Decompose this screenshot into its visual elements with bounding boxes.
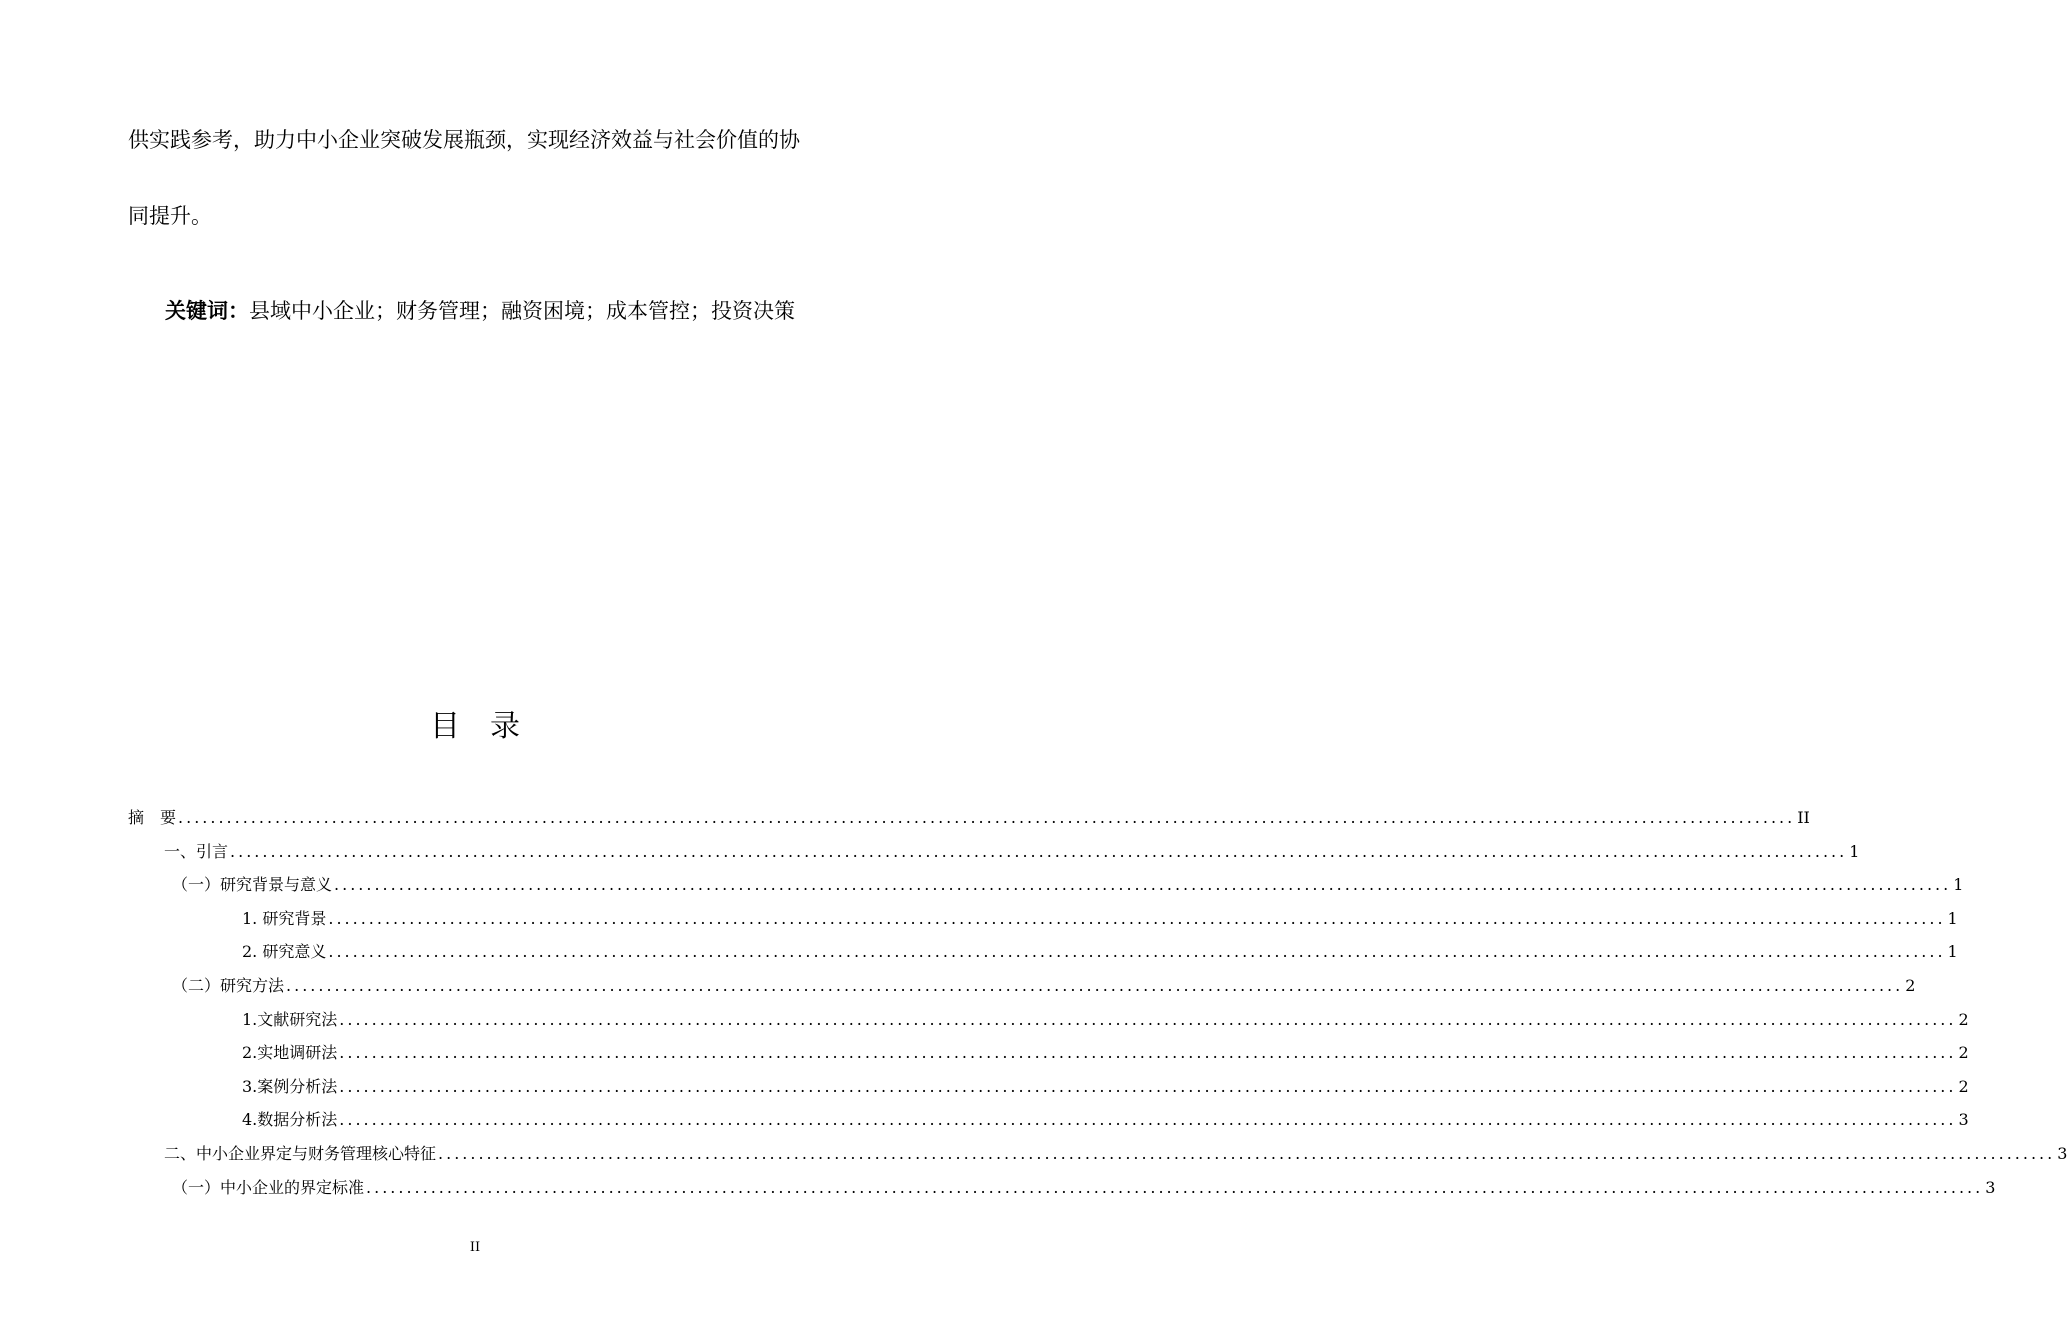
toc-leader-dots: ........................................................................................................................................................................................................: [339, 1076, 1957, 1096]
toc-entry-label: 一、引言: [164, 841, 229, 861]
toc-entry-label: 1. 研究背景: [242, 908, 327, 928]
toc-entry-page: 1: [1947, 908, 1958, 928]
toc-entry-page: 1: [1849, 841, 1860, 861]
toc-entry[interactable]: [128, 1075, 1969, 1109]
toc-leader-dots: ........................................................................................................................................................................................................: [366, 1177, 1984, 1197]
toc-leader-dots: ........................................................................................................................................................................................................: [339, 1043, 1957, 1063]
toc-entry-page: 1: [1947, 942, 1958, 962]
toc-entry-page: 2: [1958, 1043, 1969, 1063]
toc-leader-dots: ........................................................................................................................................................................................................: [328, 942, 1946, 962]
toc-entry[interactable]: [128, 840, 1860, 874]
toc-entry-label: 1.文献研究法: [242, 1009, 338, 1029]
toc-entry-page: II: [1797, 808, 1810, 827]
toc-leader-dots: ........................................................................................................................................................................................................: [286, 975, 1904, 995]
toc-entry-label: 摘 要: [128, 808, 177, 827]
toc-leader-dots: ........................................................................................................................................................................................................: [438, 1143, 2056, 1163]
toc-entry-page: 2: [1905, 975, 1916, 995]
toc-entry[interactable]: [128, 806, 1810, 840]
toc-entry[interactable]: [128, 907, 1958, 941]
toc-entry-label: 4.数据分析法: [242, 1110, 338, 1130]
toc-entry-page: 2: [1958, 1076, 1969, 1096]
toc-entry[interactable]: [128, 1041, 1969, 1075]
abstract-line-1: 供实践参考，助力中小企业突破发展瓶颈，实现经济效益与社会价值的协: [128, 128, 800, 152]
toc-leader-dots: ........................................................................................................................................................................................................: [334, 875, 1952, 895]
page-number: II: [469, 1240, 481, 1255]
table-of-contents: [128, 806, 2067, 1209]
toc-entry-page: 1: [1953, 875, 1964, 895]
toc-entry-page: 3: [2057, 1143, 2067, 1163]
toc-entry-page: 2: [1958, 1009, 1969, 1029]
toc-entry-page: 3: [1985, 1177, 1996, 1197]
toc-leader-dots: ........................................................................................................................................................................................................: [230, 841, 1848, 861]
toc-entry-page: 3: [1958, 1110, 1969, 1130]
toc-entry-label: 2.实地调研法: [242, 1043, 338, 1063]
toc-leader-dots: ........................................................................................................................................................................................................: [339, 1009, 1957, 1029]
toc-entry-label: （一）研究背景与意义: [172, 875, 333, 895]
abstract-line-2: 同提升。: [128, 204, 212, 228]
toc-entry-label: 二、中小企业界定与财务管理核心特征: [164, 1143, 437, 1163]
toc-entry[interactable]: [128, 1008, 1969, 1042]
toc-entry-label: 2. 研究意义: [242, 942, 327, 962]
toc-entry[interactable]: [128, 1176, 1996, 1210]
toc-entry-label: （二）研究方法: [172, 975, 285, 995]
toc-entry[interactable]: [128, 1142, 2067, 1176]
keywords-label: 关键词：: [165, 299, 249, 323]
toc-title: 目录: [430, 709, 550, 744]
toc-leader-dots: ........................................................................................................................................................................................................: [339, 1110, 1957, 1130]
toc-entry-label: 3.案例分析法: [242, 1076, 338, 1096]
toc-entry[interactable]: [128, 1108, 1969, 1142]
toc-entry-label: （一）中小企业的界定标准: [172, 1177, 365, 1197]
keywords-line: [165, 301, 795, 322]
toc-entry[interactable]: [128, 873, 1964, 907]
toc-entry[interactable]: [128, 940, 1958, 974]
toc-leader-dots: ........................................................................................................................................................................................................: [178, 808, 1796, 827]
toc-entry[interactable]: [128, 974, 1916, 1008]
toc-leader-dots: ........................................................................................................................................................................................................: [328, 908, 1946, 928]
keywords-text: 县域中小企业；财务管理；融资困境；成本管控；投资决策: [249, 299, 795, 323]
